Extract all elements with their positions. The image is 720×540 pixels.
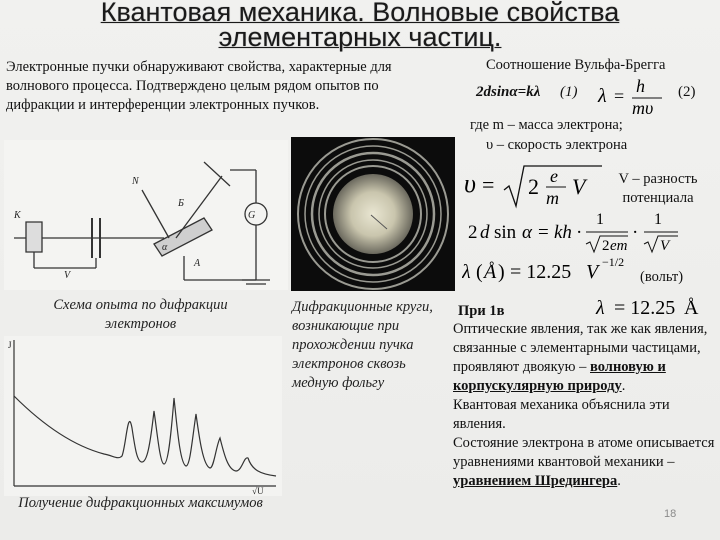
summary-p1-end: . — [621, 378, 626, 394]
summary-p3-emph: уравнением Шредингера — [453, 473, 618, 489]
volt-unit: (вольт) — [640, 269, 684, 285]
svg-text:1: 1 — [654, 211, 662, 228]
svg-text:Å: Å — [684, 297, 699, 319]
label-g: G — [248, 210, 256, 221]
v-note: V – разность потенциала — [618, 171, 698, 206]
at-one-volt: При 1в — [458, 303, 505, 319]
svg-text:(: ( — [476, 261, 483, 283]
diffraction-maxima-graph — [4, 336, 282, 496]
svg-text:d: d — [480, 222, 490, 243]
svg-text:2: 2 — [468, 222, 478, 243]
label-n: N — [132, 176, 139, 187]
svg-text:=: = — [538, 222, 549, 243]
svg-text:): ) — [498, 261, 505, 283]
slide-title — [0, 0, 720, 50]
velocity-formula — [462, 160, 610, 212]
summary-p2-text: Квантовая механика объяснила эти явления. — [453, 397, 670, 432]
svg-text:V: V — [572, 174, 586, 199]
combined-formula — [468, 208, 688, 256]
svg-text:sin: sin — [494, 222, 517, 243]
intro-paragraph: Электронные пучки обнаруживают свойства, характерные для волнового процесса. Подтверждено целым рядом опытов по дифракции и интерференции электронных пучков. — [6, 59, 392, 113]
caption-maxima: Получение дифракционных максимумов — [18, 495, 263, 511]
diffraction-rings-image — [291, 137, 455, 291]
svg-text:= 12.25: = 12.25 — [510, 261, 572, 283]
label-b: Б — [178, 198, 184, 209]
where-mass: где m – масса электрона; — [470, 117, 623, 133]
label-v: V — [64, 270, 71, 281]
svg-text:2: 2 — [528, 174, 539, 199]
lambda-formula — [462, 252, 642, 288]
svg-text:em: em — [610, 238, 628, 254]
label-a: А — [194, 258, 201, 269]
eq-number-2: (2) — [678, 84, 696, 100]
svg-text:Å: Å — [484, 261, 497, 283]
svg-text:λ: λ — [598, 85, 607, 107]
slide-title-line2: элементарных частиц. — [218, 22, 502, 52]
label-alpha: α — [162, 242, 168, 253]
label-k: К — [14, 210, 21, 221]
lambda-h-mv-formula — [596, 74, 668, 118]
diffraction-scheme-diagram — [4, 140, 288, 290]
svg-text:−1/2: −1/2 — [602, 255, 625, 269]
svg-text:=: = — [482, 172, 495, 197]
svg-text:mυ: mυ — [632, 98, 654, 118]
svg-text:= 12.25: = 12.25 — [614, 297, 676, 319]
svg-text:V: V — [660, 238, 670, 254]
graph-x-label: √U — [252, 486, 264, 496]
slide-title-line1: Квантовая механика. Волновые свойства — [100, 0, 620, 27]
svg-text:=: = — [614, 86, 625, 106]
svg-text:υ: υ — [464, 169, 476, 198]
summary-p1-emph: волновую и корпускулярную природу — [453, 359, 666, 394]
page-number: 18 — [664, 508, 677, 520]
graph-y-label: J — [8, 340, 12, 350]
svg-text:2: 2 — [602, 238, 610, 254]
bragg-formula: 2dsinα=kλ — [476, 84, 541, 100]
svg-text:e: e — [550, 166, 558, 186]
summary-p3-text: Состояние электрона в атоме описывается уравнениями квантовой механики – — [453, 435, 715, 470]
svg-text:kh: kh — [554, 222, 572, 243]
summary-p1-text: Оптические явления, так же как явления, связанные с элементарными частицами, проявляют двоякую – — [453, 321, 708, 375]
svg-text:α: α — [522, 222, 532, 243]
svg-text:λ: λ — [596, 297, 605, 319]
lambda-at-one-volt — [592, 290, 702, 324]
svg-text:m: m — [546, 188, 559, 208]
svg-text:h: h — [636, 76, 645, 96]
svg-text:·: · — [576, 222, 583, 243]
rings-illustration — [291, 137, 455, 291]
svg-text:·: · — [632, 222, 639, 243]
bragg-title: Соотношение Вульфа-Брегга — [486, 57, 666, 73]
where-velocity: υ – скорость электрона — [486, 137, 628, 153]
caption-scheme: Схема опыта по дифракции электронов — [53, 297, 228, 332]
svg-text:λ: λ — [462, 261, 471, 283]
eq-number-1: (1) — [560, 84, 578, 100]
svg-text:1: 1 — [596, 211, 604, 228]
summary-text — [453, 320, 718, 491]
summary-p3-end: . — [617, 473, 621, 489]
caption-rings: Дифракционные круги, возникающие при прохождении пучка электронов сквозь медную фольгу — [292, 299, 433, 391]
svg-text:V: V — [586, 261, 599, 283]
